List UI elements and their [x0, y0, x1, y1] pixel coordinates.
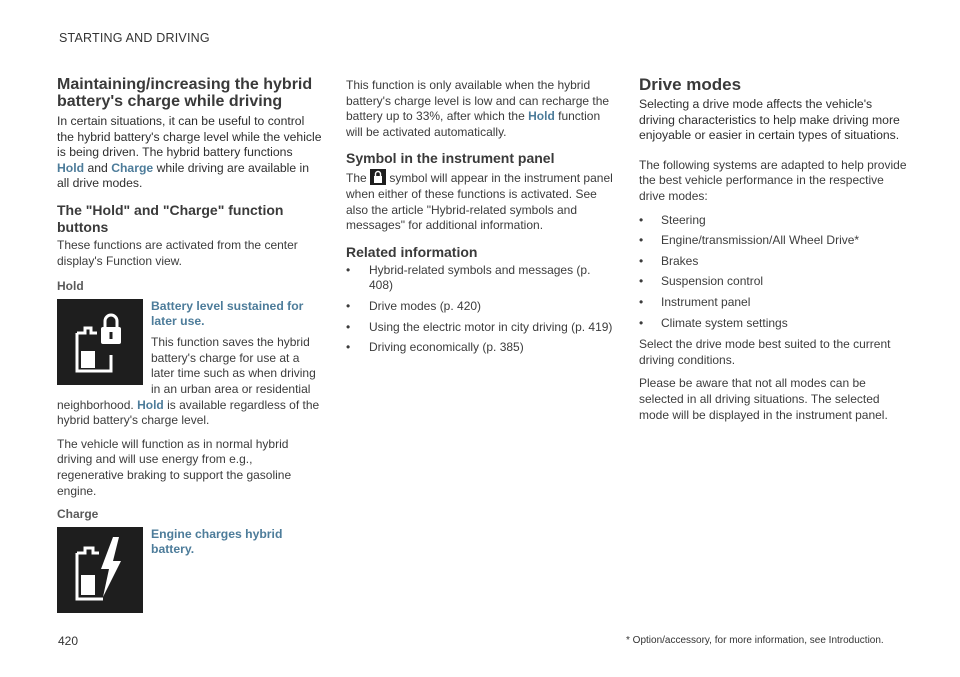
charge-icon: [57, 527, 143, 613]
hold-label: Hold: [57, 279, 84, 294]
function-buttons-text: These functions are activated from the center display's Function view.: [57, 237, 298, 268]
drive-modes-title: Drive modes: [639, 75, 742, 94]
symbol-title: Symbol in the instrument panel: [346, 150, 555, 167]
list-item: • Suspension control: [639, 274, 764, 289]
charge-label: Charge: [57, 507, 99, 522]
related-link[interactable]: • Using the electric motor in city driving (p. 419): [346, 319, 613, 334]
related-link[interactable]: • Hybrid-related symbols and messages (p. 408): [346, 262, 591, 293]
list-item: • Engine/transmission/All Wheel Drive*: [639, 233, 860, 248]
column-hybrid-charge: [57, 76, 322, 617]
footnote: * Option/accessory, for more information, see Introduction.: [626, 635, 884, 646]
related-link[interactable]: • Drive modes (p. 420): [346, 298, 482, 313]
charge-figure-title: Engine charges hybrid battery.: [151, 527, 283, 557]
related-list: [346, 263, 614, 356]
drive-modes-lead: Selecting a drive mode affects the vehicle's driving characteristics to help make driving more enjoyable or easier in certain types of situations.: [639, 97, 900, 143]
list-item: • Steering: [639, 212, 706, 227]
hold-description: This function saves the hybrid battery's charge for use at a later time such as when driving in an urban area or residential neighborhood. Hold is available regardless of the hybrid battery's charge level.: [57, 335, 320, 428]
column-symbol: [346, 78, 614, 362]
drive-modes-p1: Select the drive mode best suited to the current driving conditions.: [639, 337, 891, 367]
list-item: • Brakes: [639, 253, 699, 268]
list-item: • Climate system settings: [639, 315, 788, 330]
related-link[interactable]: • Driving economically (p. 385): [346, 340, 524, 355]
hold-keyword: Hold: [57, 160, 85, 175]
page-header: STARTING AND DRIVING: [59, 31, 210, 45]
hold-figure-title: Battery level sustained for later use.: [151, 299, 304, 329]
list-item: • Instrument panel: [639, 294, 751, 309]
column-drive-modes: [639, 76, 909, 431]
intro-paragraph: In certain situations, it can be useful to control the hybrid battery's charge level while the vehicle is being driven. The hybrid battery functions Hold and Charge while driving are available in all drive modes.: [57, 114, 322, 191]
hold-icon: [57, 299, 143, 385]
systems-list: [639, 213, 909, 332]
drive-modes-intro: The following systems are adapted to help provide the best vehicle performance in the respective drive modes:: [639, 157, 907, 203]
page-number: 420: [58, 634, 79, 648]
section-title-hybrid-charge: Maintaining/increasing the hybrid battery's charge while driving: [57, 76, 313, 110]
drive-modes-p2: Please be aware that not all modes can be selected in all driving situations. The selected mode will be displayed in the instrument panel.: [639, 376, 888, 422]
function-buttons-title: The "Hold" and "Charge" function buttons: [57, 201, 284, 235]
lock-battery-icon: [370, 169, 386, 185]
charge-description: This function is only available when the hybrid battery's charge level is low and can recharge the battery up to 33%, after which the Hold function will be activated automatically.: [346, 78, 610, 139]
hold-description-2: The vehicle will function as in normal hybrid driving and will use energy from e.g., regenerative braking to support the gasoline engine.: [57, 436, 292, 498]
related-info-title: Related information: [346, 243, 478, 260]
symbol-text: The symbol will appear in the instrument panel when either of these functions is activated. See also the article "Hybrid-related symbols and messages" for additional information.: [346, 171, 613, 233]
charge-keyword: Charge: [111, 160, 154, 175]
